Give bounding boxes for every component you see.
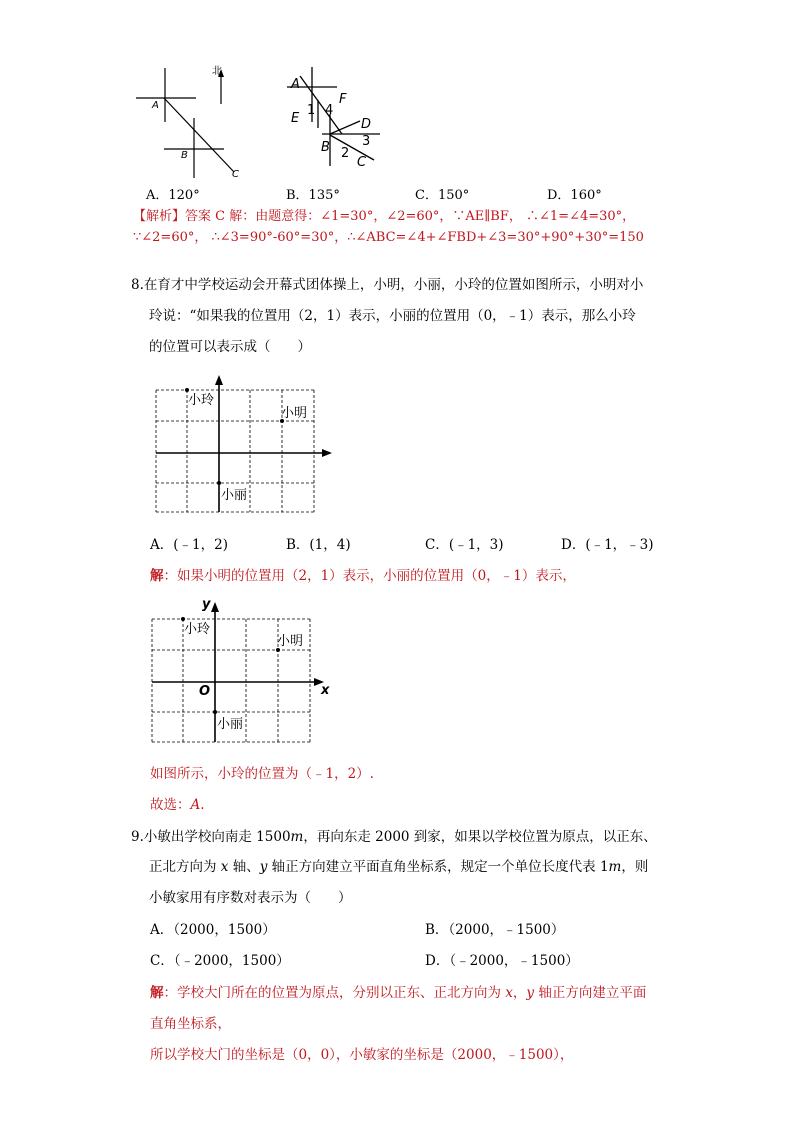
xiaoli-label: 小丽 <box>221 488 248 503</box>
q7-option-c: C．150° <box>415 188 470 203</box>
solution-text-b: ， <box>512 985 527 1001</box>
q9-y-var: y <box>259 859 268 875</box>
solution-text-a: ：学校大门所在的位置为原点，分别以正东、正北方向为 <box>163 985 506 1001</box>
q9-x-var: x <box>220 859 229 875</box>
q8-grid-figure <box>150 372 340 522</box>
q7-option-d: D．160° <box>547 188 602 203</box>
q9-number: 9. <box>131 829 144 845</box>
analysis-tag: 【解析】 <box>133 209 186 224</box>
choice-suffix: . <box>200 797 205 813</box>
angle-3-label: 3 <box>362 134 371 149</box>
q7-analysis-line2: ∵∠2=60°， ∴∠3=90°-60°=30°，∴∠ABC=∠4+∠FBD+∠3=30°+90°+30°=150 <box>133 230 644 245</box>
q9-solution-line3: 所以学校大门的坐标是（0，0），小敏家的坐标是（2000，﹣1500）， <box>150 1047 574 1063</box>
q9-option-b: B．（2000，﹣1500） <box>425 922 565 938</box>
solution-y-var: y <box>526 985 535 1001</box>
north-label: 北 <box>212 66 222 77</box>
q9-line2 <box>149 858 648 876</box>
point-b-label: B <box>321 140 330 155</box>
q8-text-1: 在育才中学校运动会开幕式团体操上，小明，小丽，小玲的位置如图所示，小明对小 <box>143 277 644 293</box>
q9-solution-line2: 直角坐标系， <box>150 1016 231 1032</box>
xiaoling-label: 小玲 <box>184 622 211 637</box>
q8-solution-line2: 如图所示，小玲的位置为（﹣1，2）. <box>150 766 374 782</box>
q9-text-1a: 小敏出学校向南走 1500 <box>143 829 291 845</box>
q8-option-a: A．(﹣1，2) <box>150 537 228 553</box>
y-axis-label: y <box>202 597 211 612</box>
solution-label: 解 <box>150 985 164 1001</box>
q8-solution-line3 <box>150 796 205 814</box>
q9-text-2c: 轴正方向建立平面直角坐标系，规定一个单位长度代表 1 <box>267 859 609 875</box>
q9-option-c: C．（﹣2000，1500） <box>150 953 290 969</box>
point-d-label: D <box>361 117 372 132</box>
q9-text-2d: ，则 <box>621 859 649 875</box>
solution-text-c: 轴正方向建立平面 <box>534 985 647 1001</box>
point-c-label: C <box>357 155 367 170</box>
q8-option-d: D．(﹣1，﹣3) <box>561 537 654 553</box>
q7-option-a: A．120° <box>146 188 200 203</box>
q7-figure-left <box>128 60 258 185</box>
q9-text-1b: ，再向东走 2000 到家，如果以学校位置为原点，以正东、 <box>303 829 657 845</box>
point-a-label: A <box>152 100 159 111</box>
q7-analysis-line1 <box>133 209 635 225</box>
q9-text-2a: 正北方向为 <box>149 859 221 875</box>
point-f-label: F <box>339 92 347 107</box>
origin-label: O <box>199 684 211 699</box>
xiaoli-label: 小丽 <box>217 717 244 732</box>
q7-option-b: B．135° <box>286 188 340 203</box>
q9-unit-m: m <box>290 829 304 845</box>
angle-1-label: 1 <box>307 103 316 118</box>
solution-text: ：如果小明的位置用（2，1）表示，小丽的位置用（0，﹣1）表示， <box>163 568 576 584</box>
q9-option-a: A．（2000，1500） <box>150 922 276 938</box>
q9-text-2b: 轴、 <box>228 859 260 875</box>
angle-4-label: 4 <box>325 103 334 118</box>
xiaoming-label: 小明 <box>281 406 308 421</box>
analysis-text: 答案 C 解：由题意得：∠1=30°，∠2=60°，∵AE∥BF， ∴∠1=∠4=30°， <box>185 209 636 224</box>
x-axis-label: x <box>321 683 330 698</box>
xiaoming-label: 小明 <box>277 634 304 649</box>
q8-line3: 的位置可以表示成（ ） <box>149 339 311 355</box>
q9-option-d: D．（﹣2000，﹣1500） <box>425 953 579 969</box>
point-e-label: E <box>291 111 300 126</box>
solution-x-var: x <box>505 985 513 1001</box>
q9-line3: 小敏家用有序数对表示为（ ） <box>149 890 352 906</box>
q9-line1 <box>131 828 657 846</box>
q8-option-b: B．(1，4) <box>286 537 351 553</box>
q8-solution-grid-figure <box>148 592 338 747</box>
q9-unit-m2: m <box>608 859 622 875</box>
point-c-label: C <box>232 169 239 180</box>
xiaoling-label: 小玲 <box>188 393 215 408</box>
q7-figure-right <box>282 62 392 172</box>
point-a-label: A <box>291 77 300 92</box>
q9-solution-line1 <box>150 984 646 1002</box>
choice-prefix: 故选： <box>150 797 191 813</box>
q8-line2: 玲说：“如果我的位置用（2，1）表示，小丽的位置用（0，﹣1）表示，那么小玲 <box>149 308 636 324</box>
q8-line1 <box>131 276 643 294</box>
q8-solution-line1 <box>150 567 576 585</box>
choice-letter: A <box>190 797 201 813</box>
angle-2-label: 2 <box>341 146 350 161</box>
solution-label: 解 <box>150 568 164 584</box>
q8-number: 8. <box>131 277 144 293</box>
point-b-label: B <box>181 150 188 161</box>
q8-option-c: C．(﹣1，3) <box>425 537 504 553</box>
